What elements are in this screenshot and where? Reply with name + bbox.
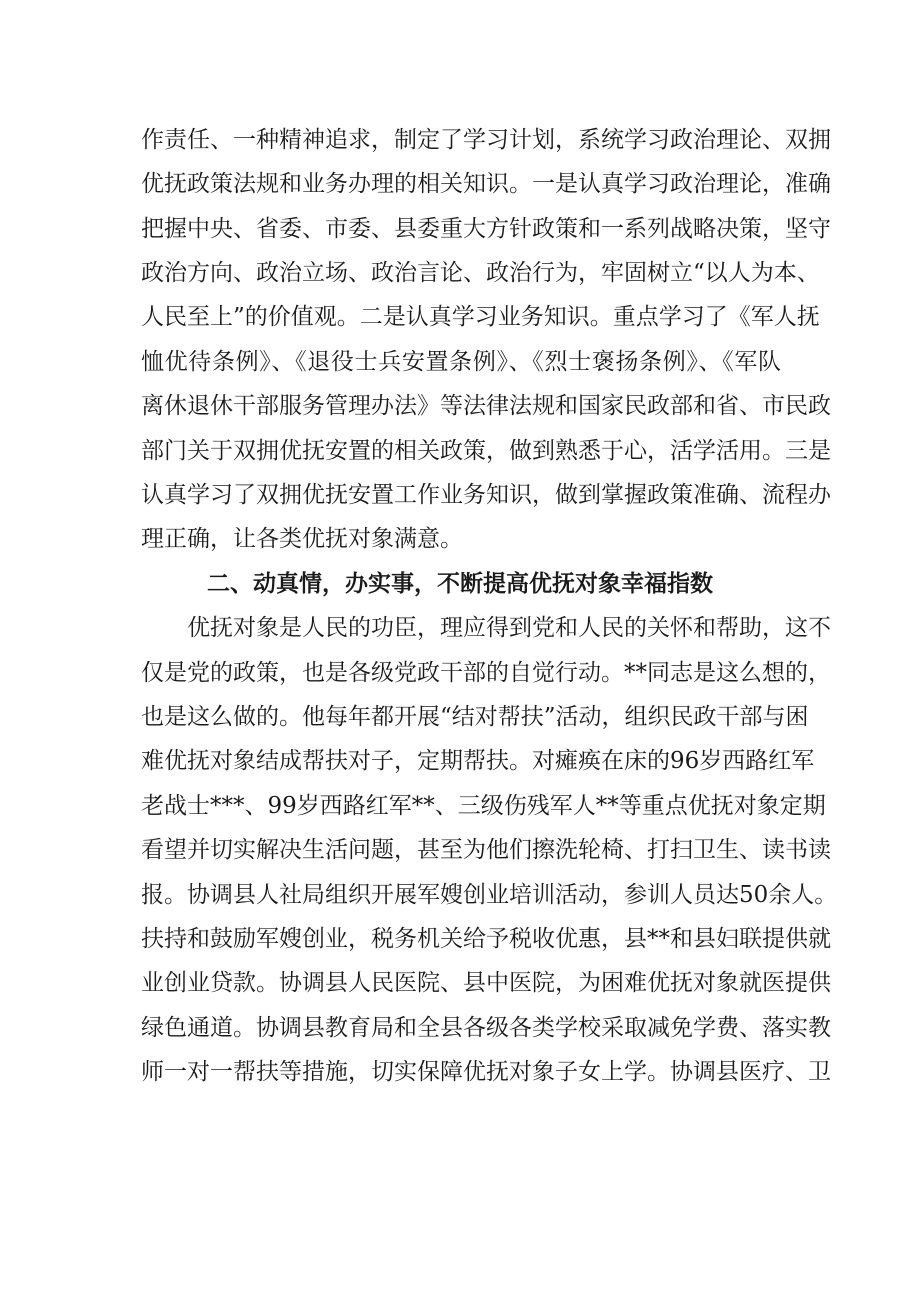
paragraph-line: 作责任、一种精神追求，制定了学习计划，系统学习政治理论、双拥 bbox=[141, 127, 831, 153]
paragraph-line: 也是这么做的。他每年都开展“结对帮扶”活动，组织民政干部与困 bbox=[141, 704, 809, 730]
paragraph-line: 认真学习了双拥优抚安置工作业务知识，做到掌握政策准确、流程办 bbox=[141, 482, 831, 508]
paragraph-line: 难优抚对象结成帮扶对子，定期帮扶。对瘫痪在床的96岁西路红军 bbox=[141, 748, 815, 774]
paragraph-line: 部门关于双拥优抚安置的相关政策，做到熟悉于心，活学活用。三是 bbox=[141, 438, 831, 464]
paragraph-line: 把握中央、省委、市委、县委重大方针政策和一系列战略决策，坚守 bbox=[141, 216, 831, 242]
paragraph-line: 扶持和鼓励军嫂创业，税务机关给予税收优惠，县**和县妇联提供就 bbox=[141, 926, 831, 952]
paragraph-line: 报。协调县人社局组织开展军嫂创业培训活动，参训人员达50余人。 bbox=[141, 882, 838, 908]
paragraph-line: 师一对一帮扶等措施，切实保障优抚对象子女上学。协调县医疗、卫 bbox=[141, 1059, 831, 1085]
paragraph-line: 理正确，让各类优抚对象满意。 bbox=[141, 526, 463, 552]
paragraph-line: 看望并切实解决生活问题，甚至为他们擦洗轮椅、打扫卫生、读书读 bbox=[141, 837, 831, 863]
paragraph-line: 优抚对象是人民的功臣，理应得到党和人民的关怀和帮助，这不 bbox=[187, 615, 831, 641]
paragraph-line: 老战士***、99岁西路红军**、三级伤残军人**等重点优抚对象定期 bbox=[141, 793, 826, 819]
paragraph-line: 人民至上”的价值观。二是认真学习业务知识。重点学习了《军人抚 bbox=[141, 304, 820, 330]
paragraph-line: 政治方向、政治立场、政治言论、政治行为，牢固树立“以人为本、 bbox=[141, 260, 820, 286]
section-heading: 二、动真情，办实事，不断提高优抚对象幸福指数 bbox=[207, 571, 713, 597]
paragraph-line: 仅是党的政策，也是各级党政干部的自觉行动。**同志是这么想的， bbox=[141, 660, 831, 686]
paragraph-line: 业创业贷款。协调县人民医院、县中医院，为困难优抚对象就医提供 bbox=[141, 970, 831, 996]
paragraph-line: 优抚政策法规和业务办理的相关知识。一是认真学习政治理论，准确 bbox=[141, 171, 831, 197]
paragraph-line: 离休退休干部服务管理办法》等法律法规和国家民政部和省、市民政 bbox=[141, 393, 831, 419]
paragraph-line: 恤优待条例》、《退役士兵安置条例》、《烈士褒扬条例》、《军队 bbox=[141, 349, 781, 375]
paragraph-line: 绿色通道。协调县教育局和全县各级各类学校采取减免学费、落实教 bbox=[141, 1015, 831, 1041]
